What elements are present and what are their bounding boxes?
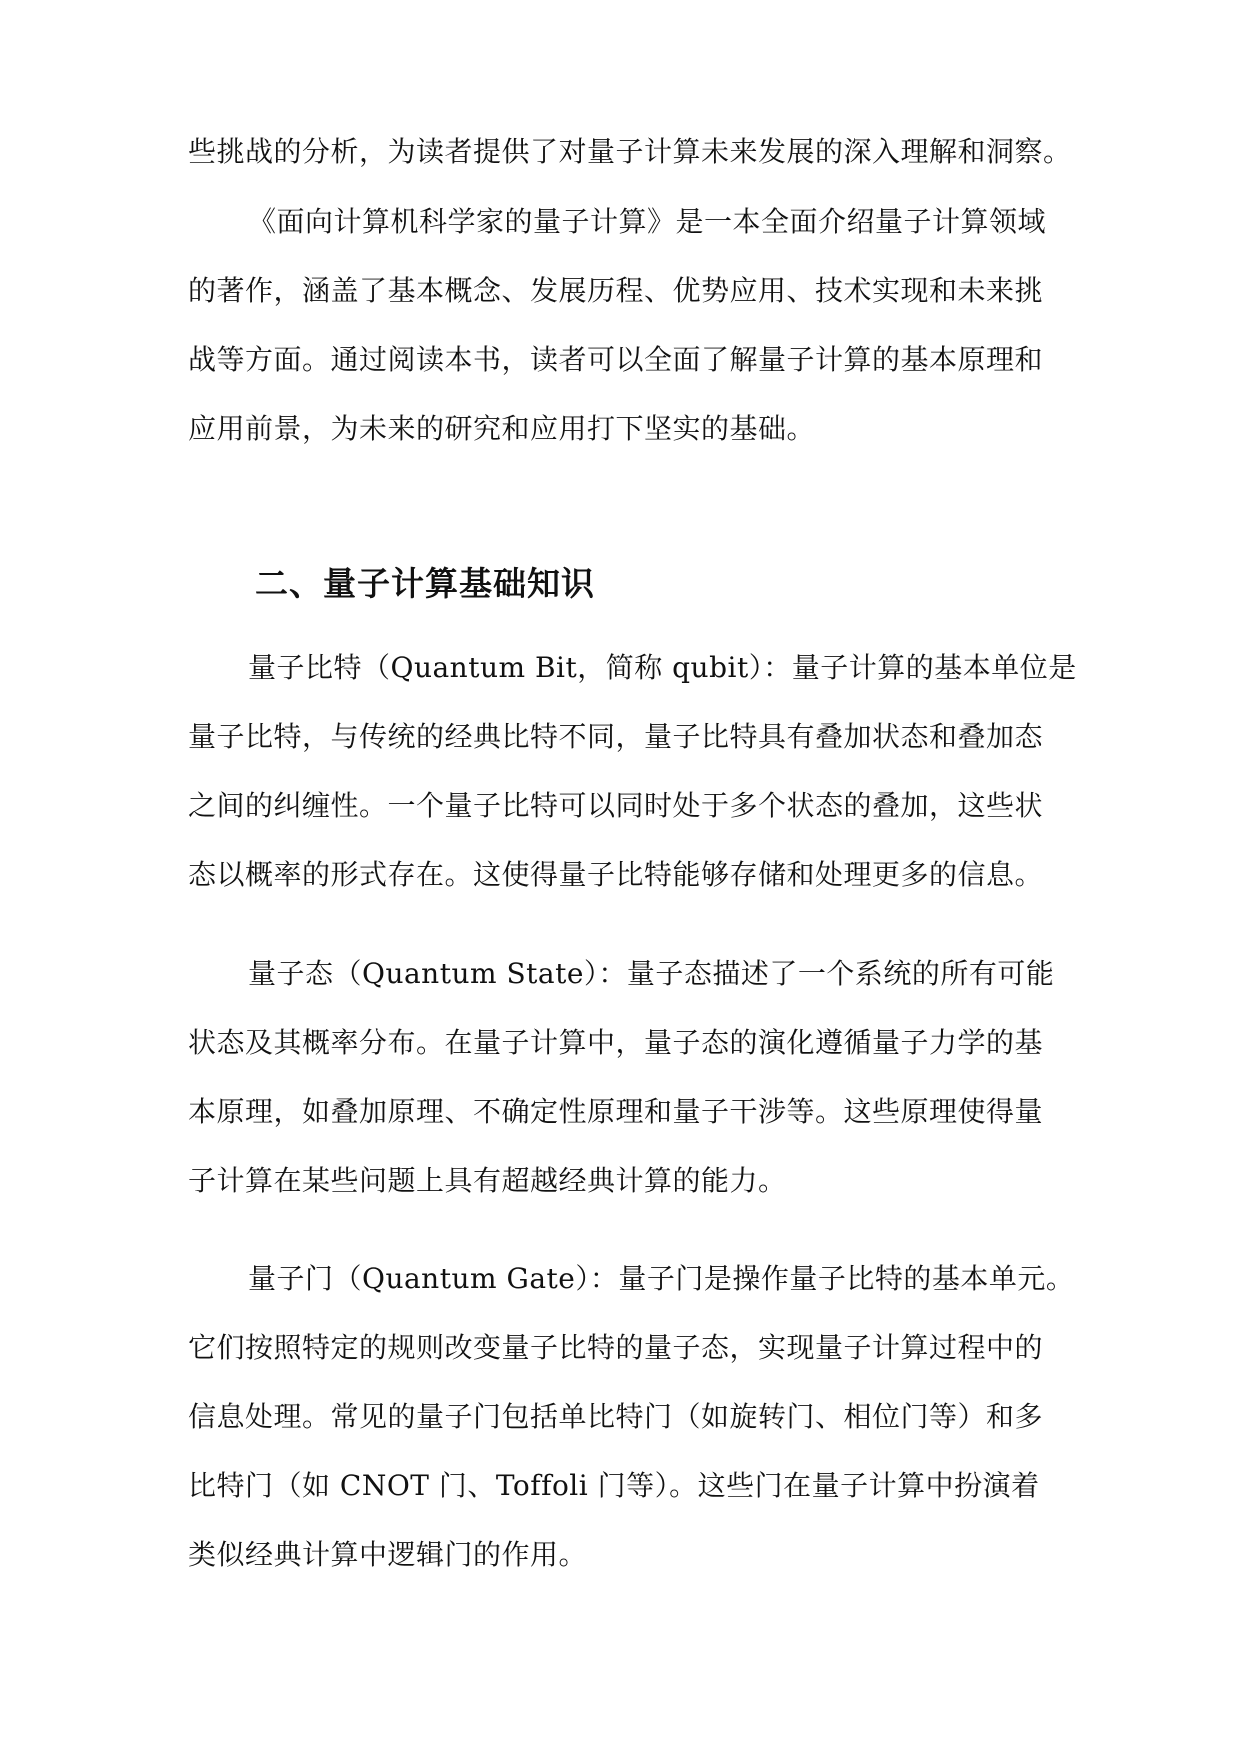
text-line: 比特门（如 CNOT 门、Toffoli 门等）。这些门在量子计算中扮演着 bbox=[188, 1469, 1040, 1502]
text-line: 量子比特，与传统的经典比特不同，量子比特具有叠加状态和叠加态 bbox=[188, 720, 1044, 753]
text-line: 量子门（Quantum Gate）：量子门是操作量子比特的基本单元。 bbox=[248, 1262, 1075, 1295]
text-line: 应用前景，为未来的研究和应用打下坚实的基础。 bbox=[188, 412, 816, 445]
text-line: 态以概率的形式存在。这使得量子比特能够存储和处理更多的信息。 bbox=[188, 858, 1044, 891]
text-line: 子计算在某些问题上具有超越经典计算的能力。 bbox=[188, 1164, 787, 1197]
text-line: 的著作，涵盖了基本概念、发展历程、优势应用、技术实现和未来挑 bbox=[188, 274, 1044, 307]
text-line: 些挑战的分析，为读者提供了对量子计算未来发展的深入理解和洞察。 bbox=[188, 135, 1072, 168]
text-line: 之间的纠缠性。一个量子比特可以同时处于多个状态的叠加，这些状 bbox=[188, 789, 1044, 822]
text-line: 《面向计算机科学家的量子计算》是一本全面介绍量子计算领域 bbox=[248, 205, 1047, 238]
text-line: 量子比特（Quantum Bit，简称 qubit）：量子计算的基本单位是 bbox=[248, 651, 1077, 684]
text-line: 战等方面。通过阅读本书，读者可以全面了解量子计算的基本原理和 bbox=[188, 343, 1044, 376]
text-line: 本原理，如叠加原理、不确定性原理和量子干涉等。这些原理使得量 bbox=[188, 1095, 1044, 1128]
text-line: 量子态（Quantum State）：量子态描述了一个系统的所有可能 bbox=[248, 957, 1055, 990]
text-line: 类似经典计算中逻辑门的作用。 bbox=[188, 1538, 588, 1571]
section-heading: 二、量子计算基础知识 bbox=[255, 564, 595, 603]
text-line: 它们按照特定的规则改变量子比特的量子态，实现量子计算过程中的 bbox=[188, 1331, 1044, 1364]
text-line: 信息处理。常见的量子门包括单比特门（如旋转门、相位门等）和多 bbox=[188, 1400, 1044, 1433]
text-line: 状态及其概率分布。在量子计算中，量子态的演化遵循量子力学的基 bbox=[188, 1026, 1044, 1059]
